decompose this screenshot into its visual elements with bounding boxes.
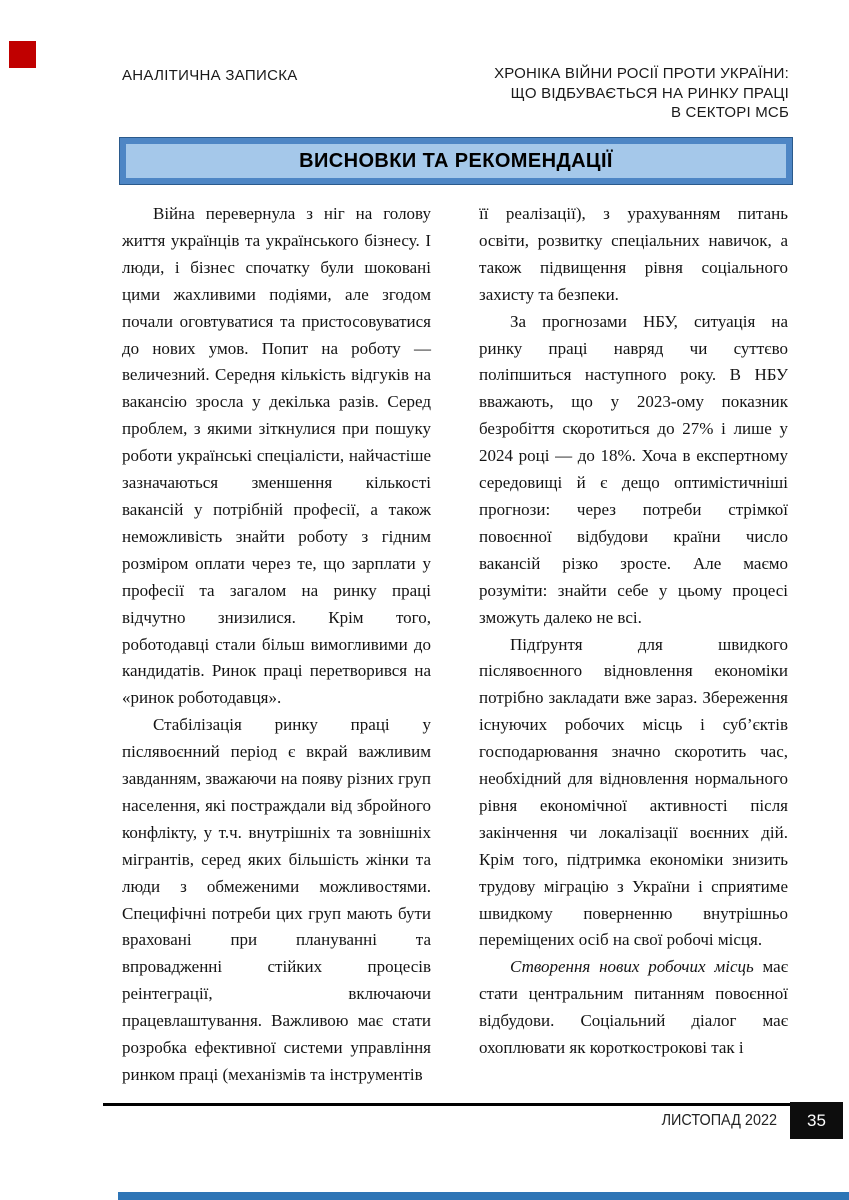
body-paragraph: Підґрунтя для швидкого післявоєнного відновлення економіки потрібно закладати вже зараз. Збереження існуючих робочих місць і суб’єктів господарювання значно скоротить час, необхідний для відновлення нормального рівня економічної активності після закінчення чи локалізації воєнних дій. Крім того, підтримка економіки знизить трудову міграцію з України і сприятиме швидкому поверненню внутрішньо переміщених осіб на свої робочі місця. [479,634,788,950]
document-title-line-1: ХРОНІКА ВІЙНИ РОСІЇ ПРОТИ УКРАЇНИ: [494,65,789,82]
red-accent-square [9,41,36,68]
footer-rule [103,1103,790,1106]
body-paragraph: Війна перевернула з ніг на голову життя українців та українського бізнесу. І люди, і бізнес спочатку були шоковані цими жахливими подіями, але згодом почали оговтуватися та пристосовуватися до нових умов. Попит на роботу — величезний. Середня кількість відгуків на вакансію зросла у декілька разів. Серед проблем, з якими зіткнулися при пошуку роботи українські спеціалісти, найчастіше зазначаються зменшення кількості вакансій у потрібній професії, а також неможливість знайти роботу з гідним розміром оплати через те, що зарплати у професії та загалом на ринку праці відчутно знизилися. Крім того, роботодавці стали більш вимогливими до кандидатів. Ринок праці перетворився на «ринок роботодавця». [122,204,431,708]
document-title-line-3: В СЕКТОРІ МСБ [670,104,789,121]
left-text-column [122,201,431,1089]
document-title-line-2: ЩО ВІДБУВАЄТЬСЯ НА РИНКУ ПРАЦІ [510,84,789,102]
body-paragraph: її реалізації), з урахуванням питань освіти, розвитку спеціальних навичок, а також підвищення рівня соціального захисту та безпеки. [479,204,788,304]
page-number-box [790,1102,843,1139]
body-paragraph: За прогнозами НБУ, ситуація на ринку праці навряд чи суттєво поліпшиться наступного року. В НБУ вважають, що у 2023-ому показник безробіття скоротиться до 27% і лише у 2024 році — до 18%. Хоча в експертному середовищі й є дещо оптимістичніші прогнози: через потреби стрімкої повоєнної відбудови країни число вакансій різко зросте. Але маємо розуміти: знайти себе у цьому процесі зможуть далеко не всі. [479,311,788,627]
issue-date-label: ЛИСТОПАД 2022 [661,1112,777,1129]
bottom-accent-bar [118,1192,849,1200]
italic-lead: Створення нових робочих місць [510,957,754,977]
right-text-column [479,201,788,1062]
page-number: 35 [807,1110,826,1130]
section-heading-text: ВИСНОВКИ ТА РЕКОМЕНДАЦІЇ [299,149,613,172]
section-heading-banner [120,138,792,184]
document-type-label: АНАЛІТИЧНА ЗАПИСКА [122,67,298,84]
document-title [494,64,789,123]
body-paragraph: Стабілізація ринку праці у післявоєнний період є вкрай важливим завданням, зважаючи на появу різних груп населення, які постраждали від збройного конфлікту, у т.ч. внутрішніх та зовнішніх мігрантів, серед яких більшість жінки та люди з обмеженими можливостями. Специфічні потреби цих груп мають бути враховані при плануванні та впровадженні стійких процесів реінтеграції, включаючи працевлаштування. Важливою має стати розробка ефективної системи управління ринком праці (механізмів та інструментів [122,715,431,1084]
body-paragraph: Створення нових робочих місць має стати центральним питанням повоєнної відбудови. Соціальний діалог має охоплювати як короткострокові так і [479,957,789,1058]
